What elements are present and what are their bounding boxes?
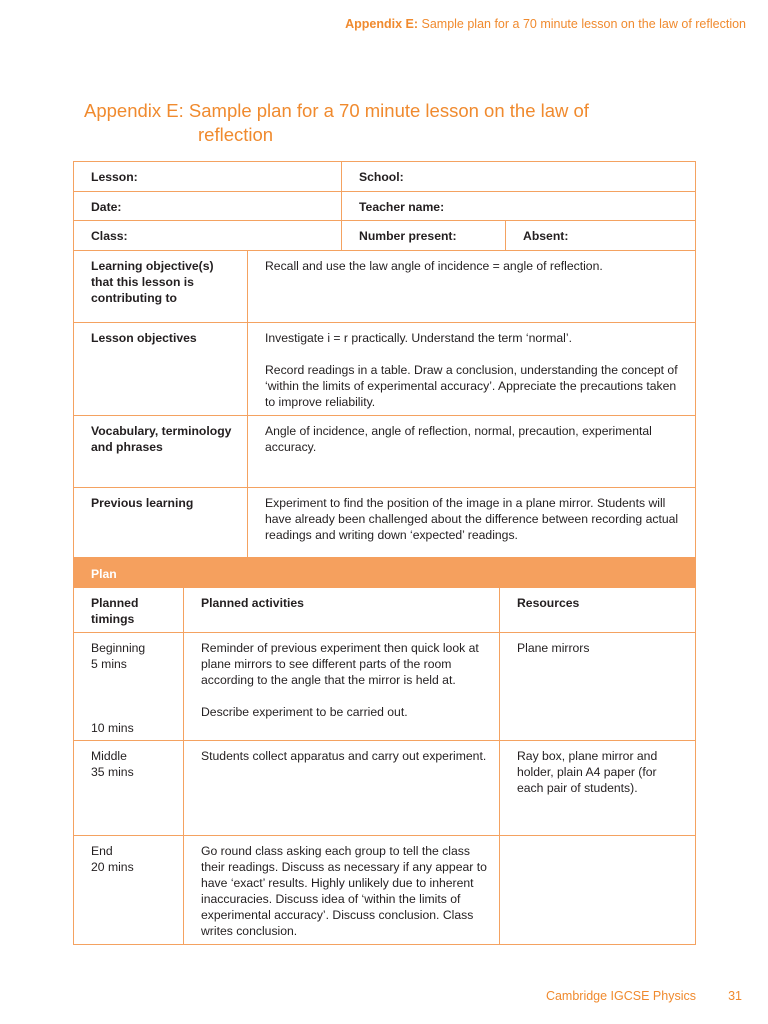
learning-objectives-label: Learning objective(s) that this lesson is contributing to: [91, 259, 214, 305]
activities-header: Planned activities: [201, 596, 304, 610]
objective-row: [74, 251, 696, 323]
objective-content-cell: [248, 323, 696, 416]
timing-cell: [74, 741, 184, 836]
timing-duration: 20 mins: [91, 860, 134, 874]
lesson-field[interactable]: [74, 162, 342, 192]
objective-label-cell: [74, 323, 248, 416]
objective-content-cell: [248, 251, 696, 323]
class-label: Class:: [91, 229, 128, 243]
lesson-objectives-text: Investigate i = r practically. Understand the term ‘normal’.: [265, 331, 572, 345]
timing-duration: 5 mins: [91, 657, 127, 671]
lesson-objectives-text: Record readings in a table. Draw a conclusion, understanding the concept of ‘within the limits of experimental accuracy’. Appreciate the precautions taken to improve reliability.: [265, 363, 678, 409]
objective-label-cell: [74, 251, 248, 323]
lesson-label: Lesson:: [91, 170, 138, 184]
date-field[interactable]: [74, 192, 342, 221]
previous-learning-label: Previous learning: [91, 496, 194, 510]
page-title-line2: reflection: [198, 124, 274, 145]
running-header: [345, 17, 746, 31]
activity-text: Students collect apparatus and carry out experiment.: [201, 749, 487, 763]
plan-table: [73, 557, 696, 945]
timing-stage: End: [91, 844, 113, 858]
resources-text: Ray box, plane mirror and holder, plain A4 paper (for each pair of students).: [517, 749, 658, 795]
objective-row: [74, 416, 696, 488]
page-title-line1: Appendix E: Sample plan for a 70 minute lesson on the law of: [84, 100, 589, 121]
plan-row: [74, 741, 696, 836]
resources-cell: [500, 836, 696, 945]
vocabulary-label: Vocabulary, terminology and phrases: [91, 424, 232, 454]
objective-row: [74, 488, 696, 559]
activity-text: Reminder of previous experiment then quick look at plane mirrors to see different parts of the room according to the angle that the mirror is held at.: [201, 641, 479, 687]
column-header: [74, 588, 184, 633]
resources-header: Resources: [517, 596, 580, 610]
activity-text: Describe experiment to be carried out.: [201, 705, 408, 719]
plan-column-headers: [74, 588, 696, 633]
lesson-objectives-label: Lesson objectives: [91, 331, 197, 345]
absent-field[interactable]: [506, 221, 696, 251]
teacher-field[interactable]: [342, 192, 696, 221]
timing-cell: [74, 836, 184, 945]
plan-heading-row: [74, 558, 696, 588]
number-present-label: Number present:: [359, 229, 457, 243]
info-row: [74, 192, 696, 221]
objective-content-cell: [248, 488, 696, 559]
resources-text: Plane mirrors: [517, 641, 590, 655]
objective-label-cell: [74, 416, 248, 488]
timing-stage: Middle: [91, 749, 127, 763]
activity-cell: [184, 836, 500, 945]
learning-objectives-text: Recall and use the law angle of incidence = angle of reflection.: [265, 259, 603, 273]
date-label: Date:: [91, 200, 122, 214]
activity-cell: [184, 633, 500, 741]
info-row: [74, 221, 696, 251]
objective-label-cell: [74, 488, 248, 559]
plan-row: [74, 633, 696, 741]
resources-cell: [500, 741, 696, 836]
running-header-text: Sample plan for a 70 minute lesson on the law of reflection: [421, 17, 746, 31]
running-header-label: Appendix E:: [345, 17, 419, 31]
column-header: [184, 588, 500, 633]
info-row: [74, 162, 696, 192]
plan-heading-bar: [74, 558, 696, 588]
timings-header: Planned timings: [91, 596, 139, 626]
previous-learning-text: Experiment to find the position of the image in a plane mirror. Students will have already been challenged about the difference between recording actual readings and writing down ‘expected’ readings.: [265, 496, 679, 542]
resources-cell: [500, 633, 696, 741]
page-number: 31: [728, 989, 742, 1003]
absent-label: Absent:: [523, 229, 569, 243]
objective-row: [74, 323, 696, 416]
column-header: [500, 588, 696, 633]
timing-duration: 10 mins: [91, 721, 134, 735]
footer-brand: Cambridge IGCSE Physics: [545, 989, 696, 1003]
activity-text: Go round class asking each group to tell the class their readings. Discuss as necessary if any appear to have ‘exact’ results. Highly unlikely due to inherent inaccuracies. Discuss idea of ‘within the limits of experimental accuracy’. Discuss conclusion. Class writes conclusion.: [201, 844, 487, 938]
timing-duration: 35 mins: [91, 765, 134, 779]
resources-text: [500, 836, 695, 843]
objective-content-cell: [248, 416, 696, 488]
class-field[interactable]: [74, 221, 342, 251]
lesson-info-table: [73, 161, 696, 559]
vocabulary-text: Angle of incidence, angle of reflection, normal, precaution, experimental accuracy.: [265, 424, 652, 454]
teacher-label: Teacher name:: [359, 200, 445, 214]
plan-heading: Plan: [91, 567, 117, 581]
school-field[interactable]: [342, 162, 696, 192]
timing-cell: [74, 633, 184, 741]
school-label: School:: [359, 170, 404, 184]
number-present-field[interactable]: [342, 221, 506, 251]
timing-stage: Beginning: [91, 641, 146, 655]
page-title: [84, 99, 684, 147]
plan-row: [74, 836, 696, 945]
activity-cell: [184, 741, 500, 836]
